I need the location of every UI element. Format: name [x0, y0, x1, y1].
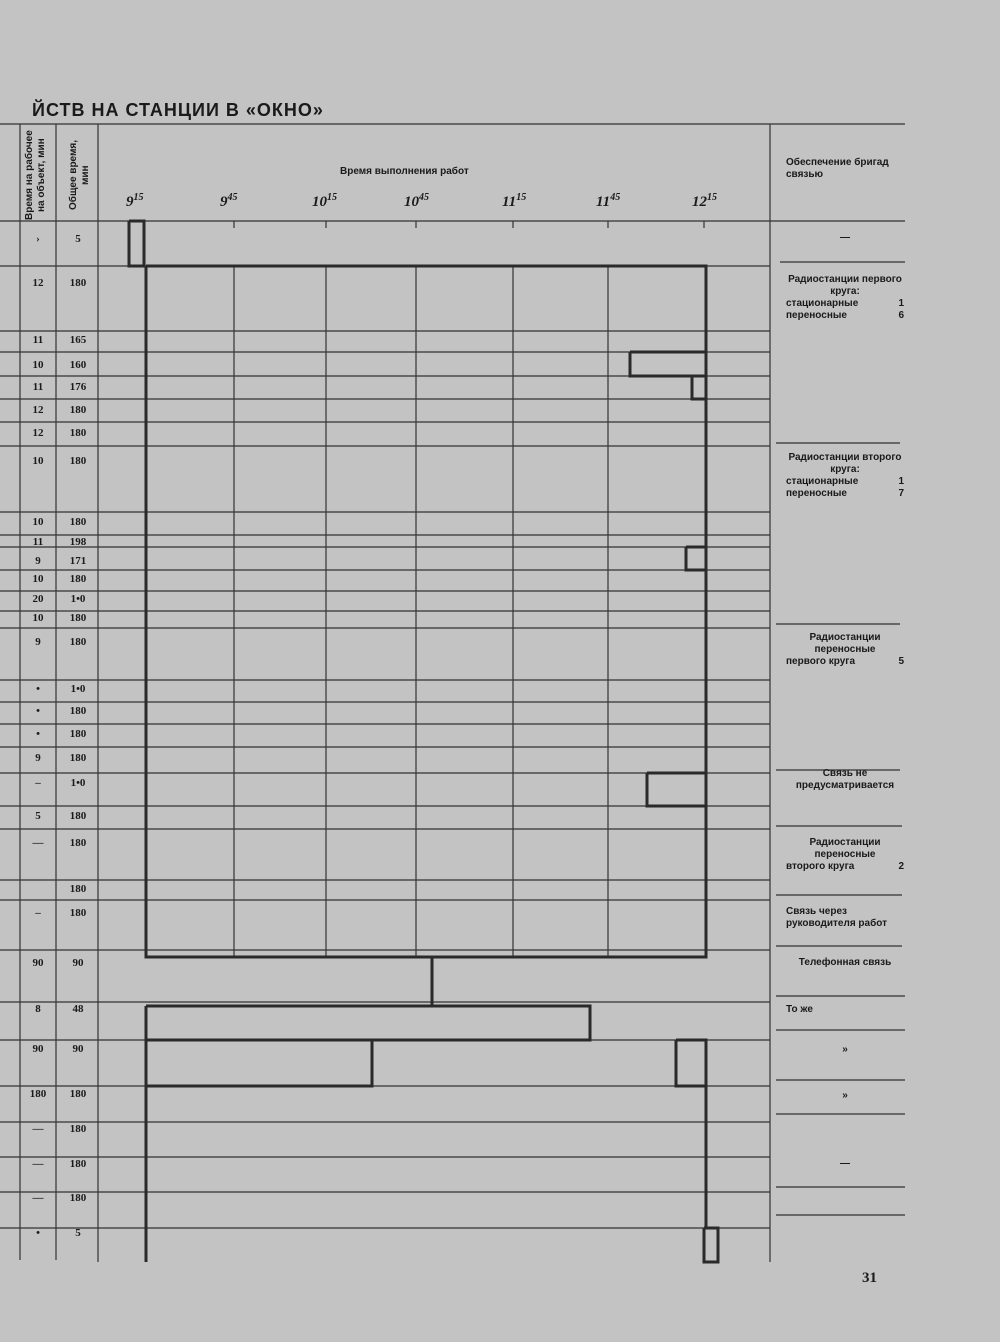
note-title: Радиостанции первого круга: — [788, 274, 902, 297]
total-time-cell: 90 — [72, 957, 84, 969]
total-time-cell: 180 — [69, 1192, 87, 1204]
travel-time-cell: – — [35, 777, 41, 789]
note-radio-first-circle — [786, 274, 904, 322]
travel-time-cell: 9 — [35, 752, 41, 764]
time-tick: $11^{15}$ — [502, 192, 527, 210]
note-line: первого круга 5 — [786, 656, 904, 667]
total-time-cell: 180 — [69, 455, 87, 467]
total-time-cell: 180 — [69, 636, 87, 648]
note-no-communication: Связь не предусматривается — [795, 768, 895, 791]
note-same: То же — [786, 1004, 813, 1015]
travel-time-cell: • — [36, 1227, 40, 1239]
total-time-cell: 180 — [69, 837, 87, 849]
total-time-cell: 198 — [69, 536, 87, 548]
total-time-cell: 180 — [69, 810, 87, 822]
note-line: переносные 6 — [786, 310, 904, 321]
total-time-cell: 176 — [69, 381, 87, 393]
total-time-cell: 180 — [69, 752, 87, 764]
total-time-cell: 180 — [69, 907, 87, 919]
note-line: второго круга 2 — [786, 861, 904, 872]
travel-time-cell: 10 — [32, 359, 44, 371]
total-time-cell: 1•0 — [70, 683, 86, 695]
travel-time-cell: 10 — [32, 612, 44, 624]
time-tick: $10^{15}$ — [312, 192, 337, 210]
travel-time-cell: 9 — [35, 555, 41, 567]
time-tick: $9^{45}$ — [220, 192, 238, 210]
travel-time-cell: 12 — [32, 427, 44, 439]
total-time-cell: 165 — [69, 334, 87, 346]
note-via-supervisor: Связь через руководителя работ — [786, 906, 888, 929]
note-radio-portable-first — [786, 632, 904, 668]
total-time-cell: 90 — [72, 1043, 84, 1055]
travel-time-cell: — — [32, 1158, 44, 1170]
note-empty: — — [840, 1158, 850, 1169]
travel-time-cell: 10 — [32, 573, 44, 585]
note-title: Радиостанции второго круга: — [788, 452, 902, 475]
travel-time-cell: — — [32, 837, 44, 849]
total-time-cell: 1•0 — [70, 777, 86, 789]
travel-time-cell: 11 — [32, 536, 44, 548]
travel-time-cell: › — [36, 233, 40, 245]
travel-time-cell: 20 — [32, 593, 44, 605]
total-time-cell: 160 — [69, 359, 87, 371]
note-ditto: » — [842, 1044, 848, 1055]
travel-time-cell: 10 — [32, 516, 44, 528]
total-time-cell: 180 — [69, 612, 87, 624]
note-radio-portable-second — [786, 837, 904, 873]
note-title: Радиостанции переносные — [809, 632, 881, 655]
total-time-cell: 180 — [69, 404, 87, 416]
travel-time-cell: • — [36, 705, 40, 717]
total-time-cell: 5 — [75, 233, 81, 245]
total-time-cell: 180 — [69, 705, 87, 717]
travel-time-cell: 10 — [32, 455, 44, 467]
total-time-cell: 180 — [69, 277, 87, 289]
travel-time-cell: 9 — [35, 636, 41, 648]
timeline-header: Время выполнения работ — [340, 166, 469, 177]
travel-time-cell: 12 — [32, 404, 44, 416]
travel-time-cell: – — [35, 907, 41, 919]
time-tick: $9^{15}$ — [126, 192, 144, 210]
note-line: стационарные 1 — [786, 298, 904, 309]
time-tick: $12^{15}$ — [692, 192, 717, 210]
page-heading: ЙСТВ НА СТАНЦИИ В «ОКНО» — [32, 100, 324, 120]
travel-time-cell: 5 — [35, 810, 41, 822]
total-time-cell: 1•0 — [70, 593, 86, 605]
note-radio-second-circle — [786, 452, 904, 500]
note-title: Радиостанции переносные — [809, 837, 881, 860]
time-tick: $11^{45}$ — [596, 192, 621, 210]
column-header-total-time: Общее время, мин — [68, 140, 91, 210]
note-line: стационарные 1 — [786, 476, 904, 487]
travel-time-cell: 12 — [32, 277, 44, 289]
total-time-cell: 180 — [69, 573, 87, 585]
travel-time-cell: 11 — [32, 334, 44, 346]
total-time-cell: 5 — [75, 1227, 81, 1239]
note-ditto: » — [842, 1090, 848, 1101]
column-header-travel-time: Время на рабочее на объект, мин — [24, 130, 47, 220]
page-number: 31 — [862, 1270, 877, 1286]
travel-time-cell: — — [32, 1123, 44, 1135]
total-time-cell: 180 — [69, 883, 87, 895]
travel-time-cell: 11 — [32, 381, 44, 393]
travel-time-cell: 90 — [32, 957, 44, 969]
travel-time-cell: • — [36, 728, 40, 740]
total-time-cell: 171 — [69, 555, 87, 567]
time-tick: $10^{45}$ — [404, 192, 429, 210]
total-time-cell: 180 — [69, 1123, 87, 1135]
total-time-cell: 180 — [69, 1088, 87, 1100]
travel-time-cell: 90 — [32, 1043, 44, 1055]
total-time-cell: 180 — [69, 728, 87, 740]
travel-time-cell: • — [36, 683, 40, 695]
total-time-cell: 180 — [69, 1158, 87, 1170]
total-time-cell: 48 — [72, 1003, 84, 1015]
total-time-cell: 180 — [69, 516, 87, 528]
travel-time-cell: — — [32, 1192, 44, 1204]
right-column-header: Обеспечение бригад связью — [786, 157, 889, 180]
note-empty: — — [840, 232, 850, 243]
note-telephone: Телефонная связь — [798, 957, 892, 968]
note-line: переносные 7 — [786, 488, 904, 499]
total-time-cell: 180 — [69, 427, 87, 439]
travel-time-cell: 8 — [35, 1003, 41, 1015]
travel-time-cell: 180 — [29, 1088, 47, 1100]
